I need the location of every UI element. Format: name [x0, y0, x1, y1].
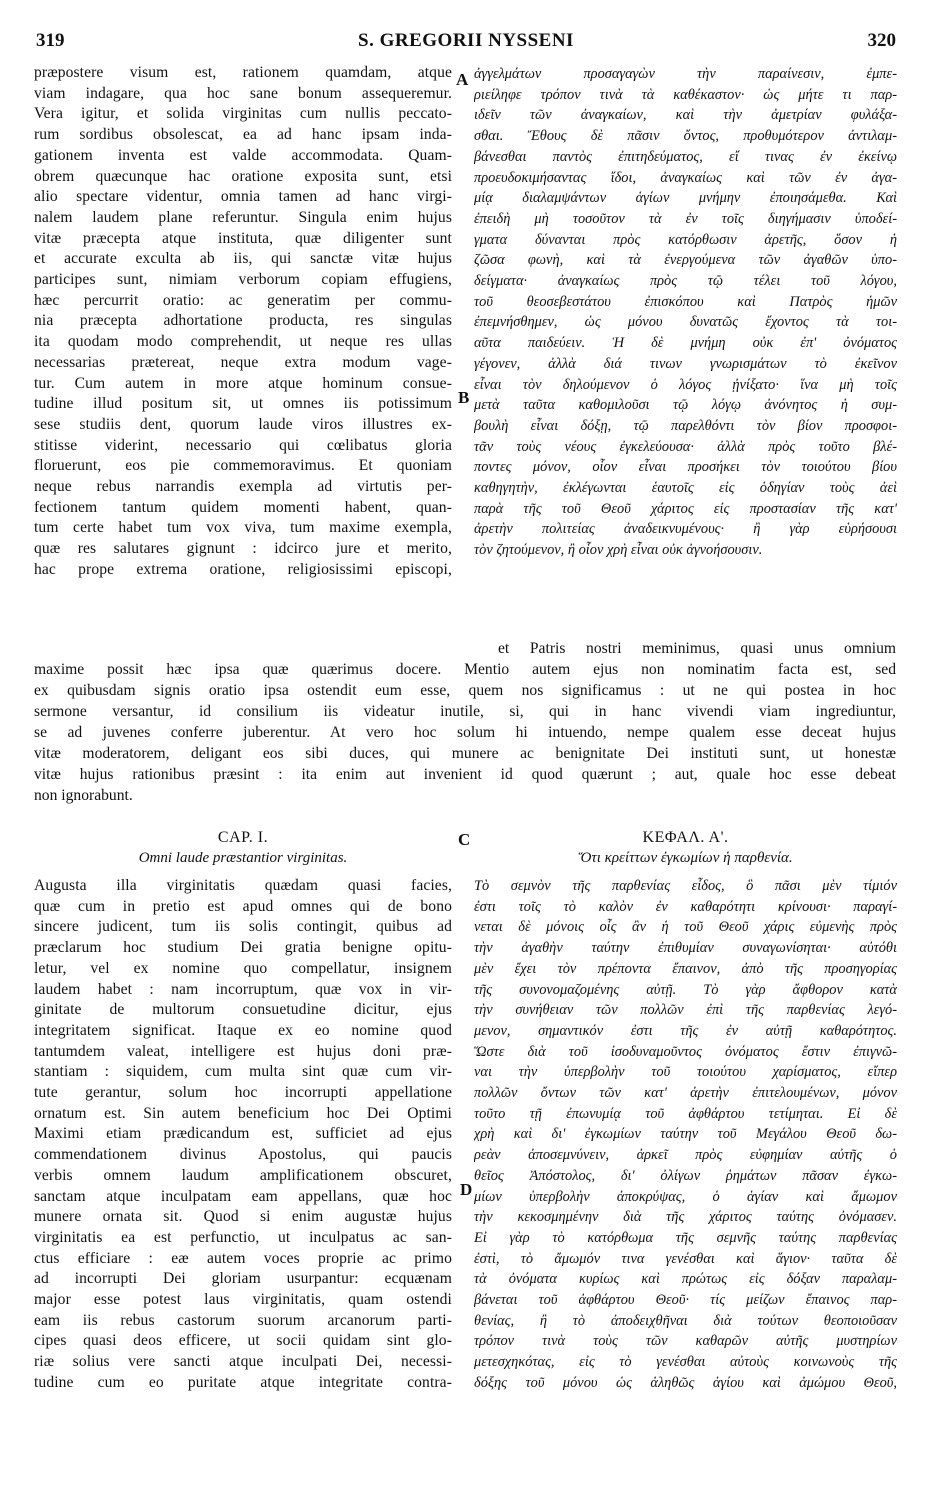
text-line: cipes quasi deos efficere, ut socii quidam sint glo- [34, 1332, 452, 1350]
text-line: et Patris nostri meminimus, quasi unus omnium [498, 640, 896, 657]
text-line: πολλῶν ὄντων τῶν κατ' ἀρετὴν ἐπιτελουμένων, μόνον [474, 1085, 897, 1102]
text-line: obrem quæcunque hac oratione exposita sunt, etsi [34, 167, 452, 185]
text-line: tudine illud positum sit, ut omnes iis potissimum [34, 395, 452, 413]
text-line: τᾶν τοὺς νέους ἐγκελεύουσα· ἀλλὰ πρὸς τοῦτο βλέ- [474, 438, 897, 455]
text-line: δόξης τοῦ μόνου ὡς ἀληθῶς ἁγίου καὶ ἀμώμου Θεοῦ, [474, 1374, 897, 1391]
text-line: ἐστι τοῖς τὸ καλὸν ἐν καθαρότητι κρίνουσι· παραγί- [474, 898, 897, 915]
text-line: νεται δὲ μόνοις οἷς ἂν ἡ τοῦ Θεοῦ χάρις εὐμενὴς πρὸς [474, 919, 897, 936]
text-line: θεῖος Ἀπόστολος, δι' ὀλίγων ῥημάτων πᾶσαν ἐγκω- [474, 1167, 897, 1184]
text-line: μίᾳ διαλαμψάντων ἁγίων μνήμην ἐποιησάμεθα. Καὶ [474, 190, 897, 207]
chapter-title-greek: ΚΕΦΑΛ. Α'. [642, 829, 729, 846]
text-line: τοῦ θεοσεβεστάτου ἐπισκόπου καὶ Πατρὸς ἡμῶν [474, 293, 897, 310]
text-line: ctus efficiare : eæ autem voces proprie ac primo [34, 1249, 452, 1267]
text-line: ναι τὴν ὑπερβολὴν τοῦ τοιούτου χαρίσματος, εἴπερ [474, 1064, 897, 1081]
running-header [36, 30, 896, 56]
text-line: tudine cum eo puritate atque integritate contra- [34, 1373, 452, 1391]
text-line: ginitate de multorum consuetudine dicitur, ejus [34, 1001, 452, 1019]
text-line: tantumdem valeat, intelligere est hujus doni præ- [34, 1042, 452, 1060]
text-line: hæc percurrit oratio: ac generatim per commu- [34, 291, 452, 309]
text-line: ποντες μόνον, οἷον εἶναι προσήκει τὸν τοιούτου βίου [474, 459, 897, 476]
text-line: τοῦτο τῇ ἐπωνυμίᾳ τοῦ ἀφθάρτου τετίμηται. Εἰ δὲ [474, 1105, 897, 1122]
text-line: Εἰ γὰρ τὸ κατόρθωμα τῆς σεμνῆς ταύτης παρθενίας [474, 1229, 897, 1246]
text-line: παρὰ τῆς τοῦ Θεοῦ χάριτος εἰς προστασίαν τῆς κατ' [474, 500, 897, 517]
text-line: ornatum est. Sin autem beneficium hoc Dei Optimi [34, 1104, 452, 1122]
header-title: S. GREGORII NYSSENI [358, 30, 574, 51]
greek-column-top [474, 64, 897, 561]
text-line: ἐπειδὴ μὴ τοσοῦτον τὰ ἐν τοῖς διηγήμασιν ὑποδεί- [474, 210, 897, 227]
text-line: σθαι. Ἔθους δὲ πᾶσιν ὄντος, προθυμότερον ἀντιλαμ- [474, 128, 897, 145]
text-line: alio spectare videntur, omnia tamen ad hanc virgi- [34, 188, 452, 206]
text-line: ζῶσα φωνὴ, καὶ τὰ ἐνεργούμενα τῶν ἀγαθῶν ὑπο- [474, 252, 897, 269]
text-line: stantiam : siquidem, cum multa sint quæ cum vir- [34, 1063, 452, 1081]
text-line: ex quibusdam signis oratio ipsa ostendit eum esse, quem nos significamus : ut ne qui postea in hoc [34, 682, 896, 699]
text-line: sese studiis dent, quorum laude viros illustres ex- [34, 415, 452, 433]
text-line: χρὴ καὶ δι' ἐγκωμίων ταύτην τοῦ Μεγάλου Θεοῦ δω- [474, 1126, 897, 1143]
text-line: commendationem divinus Apostolus, qui paucis [34, 1146, 452, 1164]
text-line: et accurate exculta ab iis, qui sanctæ vitæ hujus [34, 250, 452, 268]
text-line: προευδοκιμήσαντας ἴδοι, ἀναγκαίως καὶ τῶν ἐν ἀγα- [474, 169, 897, 186]
text-line: ita quodam modo comprehendit, ut neque res ullas [34, 333, 452, 351]
latin-column-bottom [34, 876, 452, 1394]
text-line: major esse potest laus virginitatis, quam ostendi [34, 1291, 452, 1309]
text-line: μετεσχηκότας, εἰς τὸ γενέσθαι αὐτοὺς κοινωνοὺς τῆς [474, 1354, 897, 1371]
text-line: Maximi etiam prædicandum est, sufficiet ad ejus [34, 1125, 452, 1143]
text-line: τῆς συνονομαζομένης αὐτῇ. Τὸ γὰρ ἄφθορον κατὰ [474, 981, 897, 998]
chapter-title-latin: CAP. I. [217, 829, 269, 846]
text-line: τὴν κεκοσμημένην διὰ τῆς χάριτος ταύτης ὀνόμασεν. [474, 1209, 897, 1226]
text-line: riæ solius vere sancti atque inculpati Dei, necessi- [34, 1353, 452, 1371]
text-line: ἐστὶ, τὸ ἄμωμόν τινα γενέσθαι καὶ ἅγιον· ταῦτα δὲ [474, 1250, 897, 1267]
full-width-latin-block [34, 638, 896, 806]
page-number-right: 320 [867, 30, 896, 51]
text-line: quæ cum in pretio est apud omnes qui de bono [34, 897, 452, 915]
text-line: rum sordibus obsolescat, ea ad hanc ipsam inda- [34, 126, 452, 144]
text-line: nalem laudem plane referuntur. Singula enim hujus [34, 208, 452, 226]
text-line: præpostere visum est, rationem quamdam, atque [34, 64, 452, 81]
margin-letter-b: B [458, 388, 470, 407]
text-line: stitisse viderint, necessario qui cœlibatus gloria [34, 436, 452, 454]
text-line: τὸν ζητούμενον, ἢ οἷον χρὴ εἶναι οὐκ ἀγνοήσουσιν. [474, 542, 763, 559]
text-line: θενίας, ἢ τὸ ἀποδειχθῆναι διὰ τούτων θεοποιοῦσαν [474, 1312, 897, 1329]
text-line: gationem inventa est valde accommodata. Quam- [34, 146, 452, 164]
margin-letter-c: C [458, 830, 471, 849]
text-line: eam iis rebus castorum suorum arcanorum parti- [34, 1311, 452, 1329]
text-line: nia præcepta adhortatione producta, res singulas [34, 312, 452, 330]
text-line: ἀγγελμάτων προσαγαγὼν τὴν παραίνεσιν, ἐμπε- [474, 66, 897, 82]
text-line: Ὥστε διὰ τοῦ ἰσοδυναμοῦντος ὀνόματος ἔστιν ἐπιγνῶ- [474, 1043, 897, 1060]
text-line: μίων ὑπερβολὴν ἀποκρύψας, ὁ ἁγίαν καὶ ἄμωμον [474, 1188, 897, 1205]
text-line: tur. Cum autem in more atque hominum consue- [34, 374, 452, 392]
text-line: participes sunt, nimiam verborum copiam effugiens, [34, 271, 452, 289]
text-line: viam indagare, qua hoc sane bonum assequeremur. [34, 84, 452, 102]
text-line: βάνεται τοῦ ἀφθάρτου Θεοῦ· τίς μείζων ἔπαινος παρ- [474, 1292, 897, 1309]
text-line: Τὸ σεμνὸν τῆς παρθενίας εἶδος, ὃ πᾶσι μὲν τίμιόν [474, 878, 897, 894]
text-line: necessarias prætereat, neque extra modum vage- [34, 353, 452, 371]
text-line: vitæ moderatorem, deligant eos sibi duces, qui munere ac benignitate Dei instituti sunt, ut honestæ [34, 745, 896, 762]
text-line: εἶναι τὸν δηλούμενον ὁ λόγος ᾐνίξατο· ἵνα μὴ τοῖς [474, 376, 897, 393]
text-line: fectionem tantum quidem momenti habent, quan- [34, 498, 452, 516]
text-line: vitæ præcepta atque instituta, quæ diligenter sunt [34, 229, 452, 247]
text-line: μενον, σημαντικόν ἐστι τῆς ἐν αὐτῇ καθαρότητος. [474, 1022, 897, 1039]
text-line: καθηγητὴν, ἐκλέγωνται ἑαυτοῖς εἰς ὁδηγίαν τοὺς ἀεὶ [474, 480, 897, 497]
text-line: quæ res salutares gignunt : idcirco jure et merito, [34, 540, 452, 558]
text-line: αῦτα παιδεύειν. Ἡ δὲ μνήμη οὐκ ἐπ' ὀνόματος [474, 335, 897, 352]
text-line: integritatem significat. Itaque ex eo nomine quod [34, 1021, 452, 1039]
text-line: sermone versantur, id consilium iis videatur inutile, si, qui in hanc vivendi viam ingrediuntur, [34, 703, 896, 720]
text-line: τὰ ὀνόματα κυρίως καὶ πρώτως εἰς δόξαν παραλαμ- [474, 1271, 897, 1288]
text-line: Vera igitur, et solida virginitas cum nullis peccato- [34, 105, 452, 123]
chapter-subtitle-latin: Omni laude præstantior virginitas. [138, 850, 348, 866]
margin-letter-d: D [460, 1180, 473, 1199]
text-line: non ignorabunt. [34, 787, 133, 804]
text-line: ιδεῖν τῶν ἀναγκαίων, καὶ τὴν ἀμετρίαν φυλάξα- [474, 107, 897, 124]
text-line: τὴν ἀγαθὴν ταύτην ἐπιθυμίαν συναγωνίσηται· αὐτόθι [474, 940, 897, 957]
text-line: præclarum hoc studium Dei gratia benigne opitu- [34, 939, 452, 957]
text-line: δείγματα· ἀναγκαίως πρὸς τῷ τέλει τοῦ λόγου, [474, 273, 897, 290]
chapter-heading-latin [34, 828, 452, 868]
text-line: ad incorrupti Dei gloriam usurpantur: ecquænam [34, 1270, 452, 1288]
text-line: laudem habet : nam incorruptum, quæ vox in vir- [34, 980, 452, 998]
text-line: μὲν ἔχει τὸν πρέποντα ἔπαινον, ἀπὸ τῆς προσηγορίας [474, 960, 897, 977]
text-line: tum certe habet tum vox viva, tum maxime exempla, [34, 519, 452, 537]
text-line: virginitatis ea est perfunctio, ut inculpatus ac san- [34, 1228, 452, 1246]
text-line: γέγονεν, ἀλλὰ διά τινων γνωρισμάτων τὸ ἐκεῖνον [474, 355, 897, 372]
text-line: neque rebus narrandis exempla ad virtutis per- [34, 478, 452, 496]
text-line: Augusta illa virginitatis quædam quasi facies, [34, 877, 452, 894]
text-line: hac prope extrema oratione, religiosissimi episcopi, [34, 560, 452, 578]
text-line: vitæ hujus rationibus præsint : ita enim aut invenient id quod quærunt ; aut, quale hoc esse debeat [34, 766, 896, 783]
text-line: ἐπεμνήσθημεν, ὡς μόνου δυνατῶς ἔχοντος τὰ τοι- [474, 314, 897, 331]
margin-letter-a: A [456, 70, 469, 89]
text-line: maxime possit hæc ipsa quæ quærimus docere. Mentio autem ejus non nominatim facta est, sed [34, 661, 896, 678]
text-line: munere ornata sit. Quod si enim augustæ hujus [34, 1208, 452, 1226]
text-line: βάνεσθαι παντὸς ἐπιτηδεύματος, εἴ τινας ἐν ἐκείνῳ [474, 148, 897, 165]
text-line: verbis omnem laudum amplificationem obscuret, [34, 1166, 452, 1184]
text-line: se ad juvenes conferre juberentur. At vero hoc solum hi intuendo, nempe qualem esse deceat hujus [34, 724, 896, 741]
text-line: ἀρετὴν πολιτείας ἀναδεικνυμένους· ἢ γὰρ εὑρήσουσι [474, 521, 897, 538]
text-line: ριείληφε τρόπον τινὰ τὰ καθέκαστον· ὡς μήτε τι παρ- [474, 86, 897, 103]
chapter-heading-greek [474, 828, 897, 868]
text-line: floruerunt, eos pie commemoravimus. Et quoniam [34, 457, 452, 475]
page-number-left: 319 [36, 30, 65, 51]
text-line: sincere judicent, tum iis solis contingit, quibus ad [34, 918, 452, 936]
greek-column-bottom [474, 876, 897, 1394]
chapter-subtitle-greek: Ὅτι κρείττων ἐγκωμίων ἡ παρθενία. [578, 850, 793, 866]
text-line: βουλὴ εἶναι δόξῃ, τῷ παρελθόντι τὸν βίον προσφοι- [474, 417, 897, 434]
text-line: tute gerantur, solum hoc incorrupti appellatione [34, 1084, 452, 1102]
text-line: sanctam atque inculpatam eam appellans, quæ hoc [34, 1187, 452, 1205]
latin-column-top [34, 63, 452, 581]
text-line: τὴν συνήθειαν τῶν πολλῶν ἐπὶ τῆς παρθενίας λεγό- [474, 1002, 897, 1019]
text-line: ρεὰν ἀποσεμνύνειν, ἀρκεῖ πρὸς εὐφημίαν αὐτῆς ὁ [474, 1147, 897, 1164]
text-line: γματα δύνανται πρὸς κατόρθωσιν ἀρετῆς, ὅσον ἡ [474, 231, 897, 248]
text-line: letur, vel ex nomine quo compellatur, insignem [34, 959, 452, 977]
text-line: μετὰ ταῦτα καθομιλοῦσι τῷ λόγῳ ἀνόνητος ἡ συμ- [474, 397, 897, 414]
text-line: τρόπον τινὰ τοὺς τῶν καθαρῶν αὐτῆς μυστηρίων [474, 1333, 897, 1350]
